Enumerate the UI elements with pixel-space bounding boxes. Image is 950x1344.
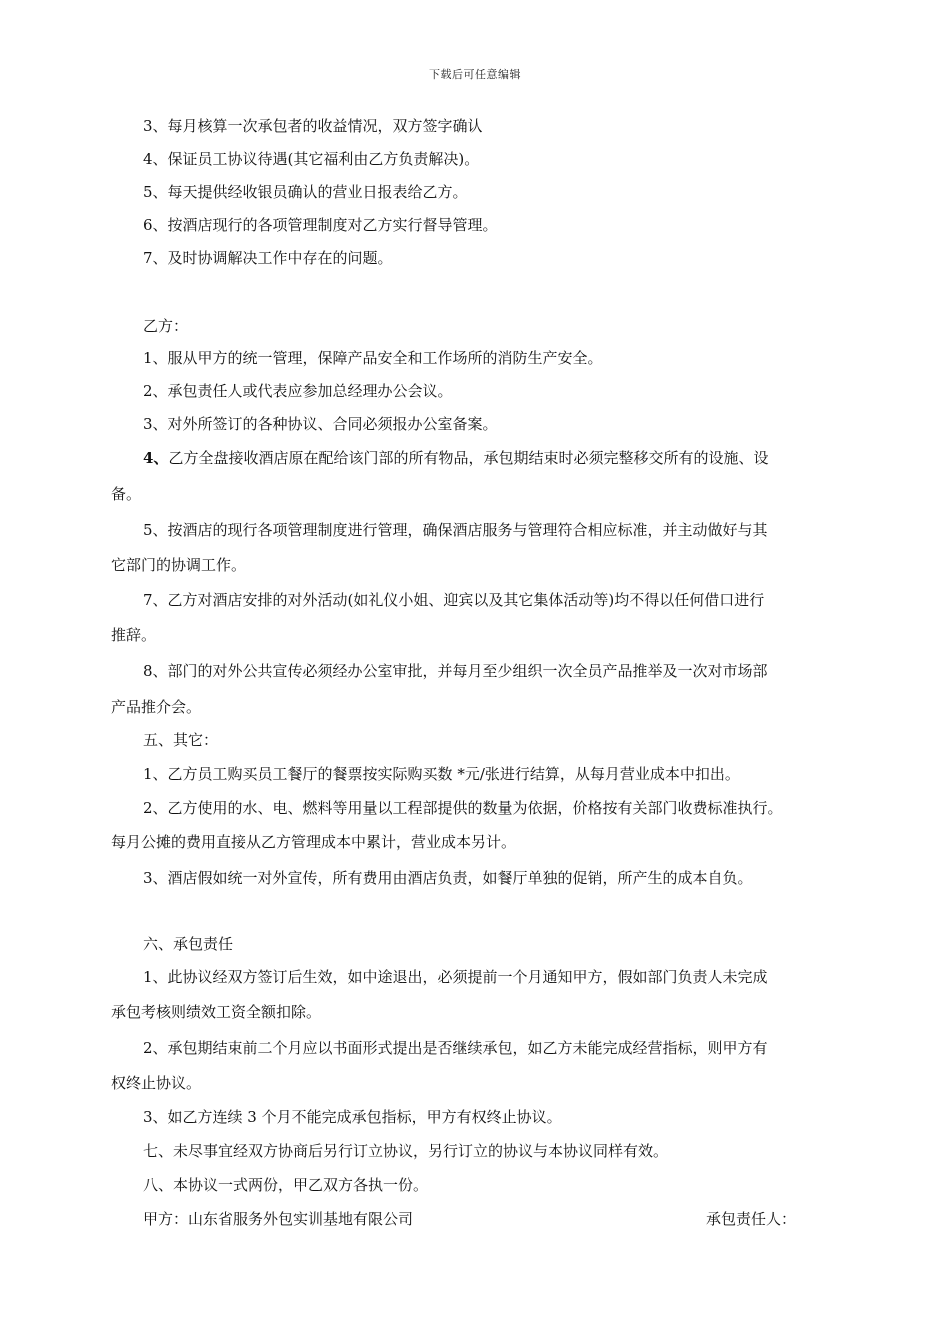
- text-line: 产品推介会。: [111, 698, 202, 716]
- section-heading-party-b: 乙方：: [143, 317, 189, 335]
- text-line: 5、每天提供经收银员确认的营业日报表给乙方。: [143, 183, 468, 201]
- text-line: 3、酒店假如统一对外宣传，所有费用由酒店负责，如餐厅单独的促销，所产生的成本自负。: [143, 869, 753, 887]
- text-line: 3、每月核算一次承包者的收益情况，双方签字确认: [143, 117, 483, 135]
- text-line: 八、本协议一式两份，甲乙双方各执一份。: [143, 1176, 429, 1194]
- text-line: 七、未尽事宜经双方协商后另行订立协议，另行订立的协议与本协议同样有效。: [143, 1142, 669, 1160]
- text-line: 2、乙方使用的水、电、燃料等用量以工程部提供的数量为依据，价格按有关部门收费标准执行。: [143, 799, 783, 817]
- text-line: 推辞。: [111, 626, 157, 644]
- text-line: 7、乙方对酒店安排的对外活动(如礼仪小姐、迎宾以及其它集体活动等)均不得以任何借口进行: [143, 591, 765, 609]
- bold-item-number: 4、: [143, 449, 169, 467]
- text-line: 3、如乙方连续 3 个月不能完成承包指标，甲方有权终止协议。: [143, 1108, 562, 1126]
- text-line: [143, 448, 768, 468]
- text-line: 2、承包责任人或代表应参加总经理办公会议。: [143, 382, 453, 400]
- text-line: 1、服从甲方的统一管理，保障产品安全和工作场所的消防生产安全。: [143, 349, 603, 367]
- text-line: 备。: [111, 485, 142, 503]
- text-line: 3、对外所签订的各种协议、合同必须报办公室备案。: [143, 415, 498, 433]
- signature-party-a: 甲方：山东省服务外包实训基地有限公司: [143, 1210, 414, 1228]
- text-line: 每月公摊的费用直接从乙方管理成本中累计，营业成本另计。: [111, 833, 517, 851]
- text-line: 它部门的协调工作。: [111, 556, 247, 574]
- section-heading-other: 五、其它：: [143, 731, 219, 749]
- signature-contractor: 承包责任人：: [706, 1210, 797, 1228]
- text-line: 1、此协议经双方签订后生效，如中途退出，必须提前一个月通知甲方，假如部门负责人未完成: [143, 968, 768, 986]
- text-line: 2、承包期结束前二个月应以书面形式提出是否继续承包，如乙方未能完成经营指标，则甲方有: [143, 1039, 768, 1057]
- text-line: 8、部门的对外公共宣传必须经办公室审批，并每月至少组织一次全员产品推举及一次对市场部: [143, 662, 768, 680]
- text-line: 承包考核则绩效工资全额扣除。: [111, 1003, 322, 1021]
- section-heading-responsibility: 六、承包责任: [143, 935, 234, 953]
- text-line: 4、保证员工协议待遇(其它福利由乙方负责解决)。: [143, 150, 480, 168]
- text-line: 1、乙方员工购买员工餐厅的餐票按实际购买数 *元/张进行结算，从每月营业成本中扣出。: [143, 765, 740, 783]
- page-header: 下载后可任意编辑: [429, 68, 521, 81]
- text-line: 权终止协议。: [111, 1074, 202, 1092]
- text-line: 5、按酒店的现行各项管理制度进行管理，确保酒店服务与管理符合相应标准，并主动做好与其: [143, 521, 768, 539]
- text-span: 乙方全盘接收酒店原在配给该门部的所有物品，承包期结束时必须完整移交所有的设施、设: [168, 449, 769, 467]
- text-line: 6、按酒店现行的各项管理制度对乙方实行督导管理。: [143, 216, 498, 234]
- text-line: 7、及时协调解决工作中存在的问题。: [143, 249, 393, 267]
